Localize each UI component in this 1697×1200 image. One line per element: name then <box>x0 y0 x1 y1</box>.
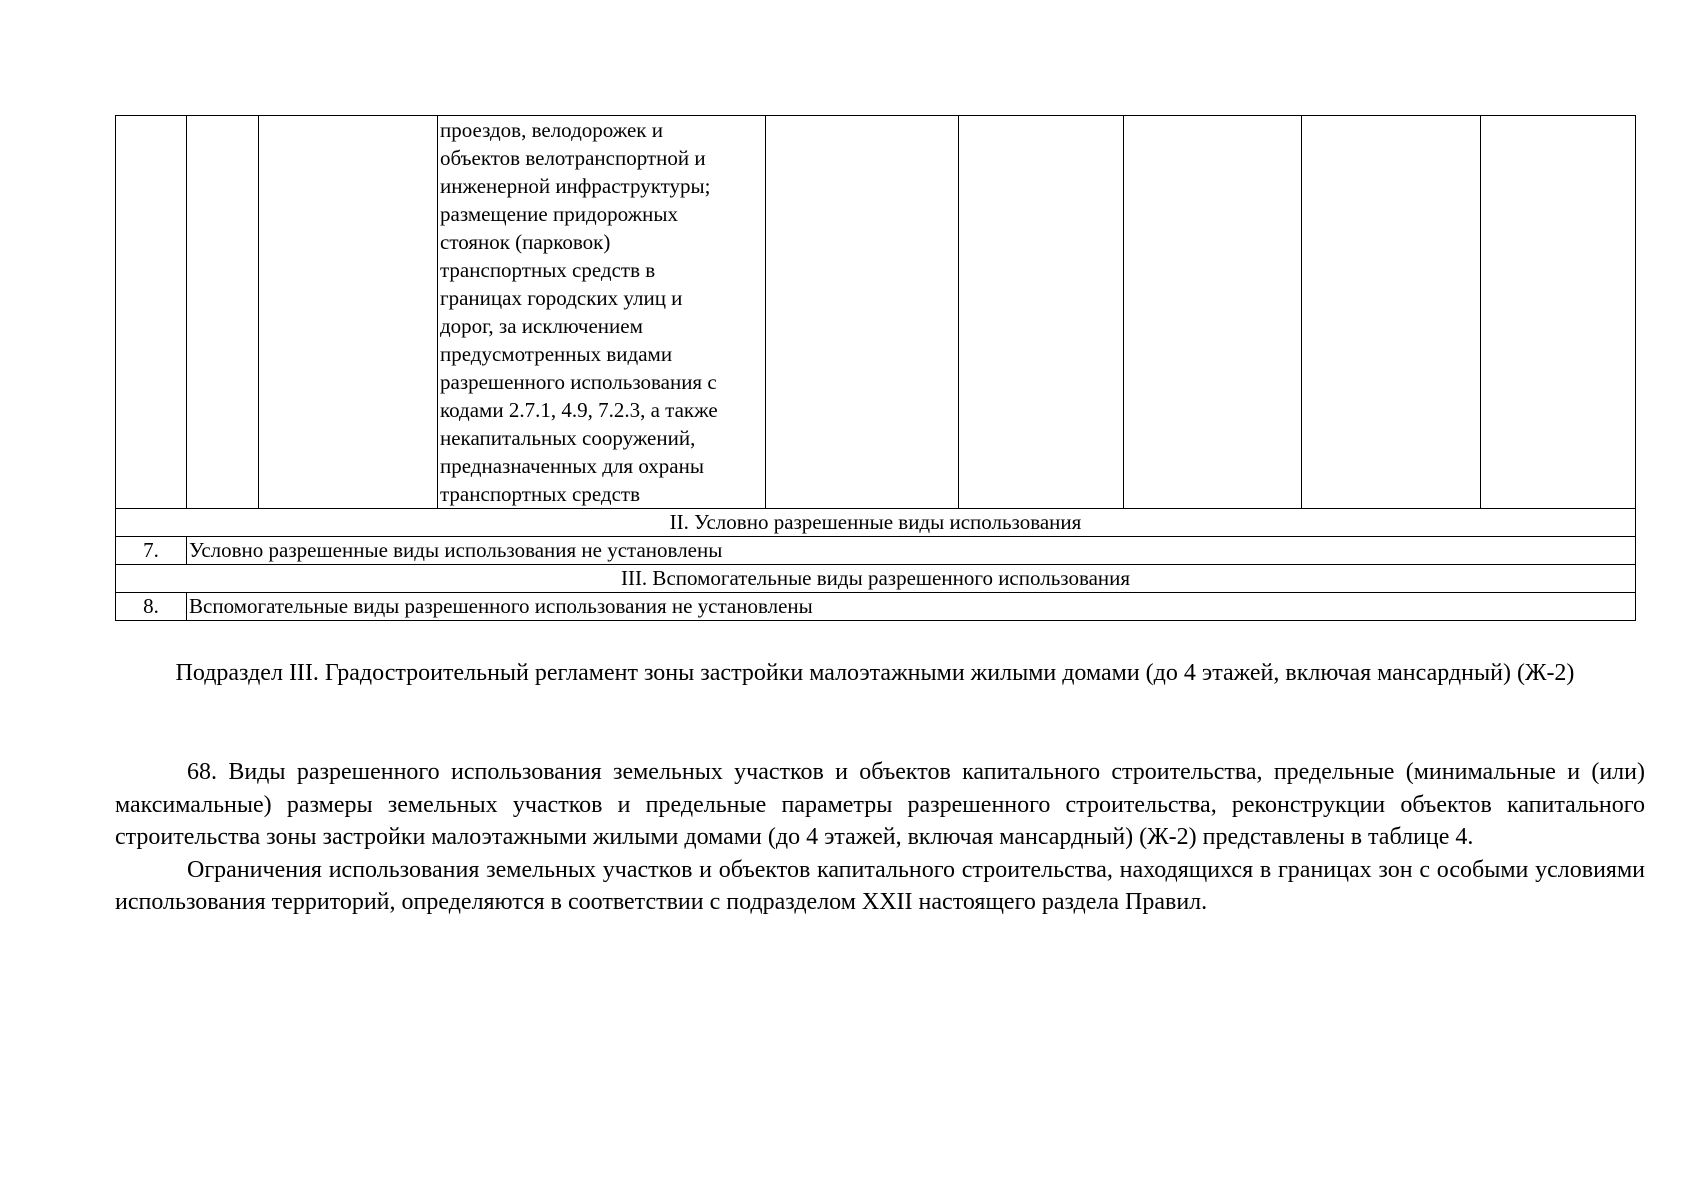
table-row <box>116 537 1636 565</box>
paragraph: 68. Виды разрешенного использования земельных участков и объектов капитального строительства, предельные (минимальные и (или) максимальные) размеры земельных участков и предельные параметры разрешенного строительства, реконструкции объектов капитального строительства зоны застройки малоэтажными жилыми домами (до 4 этажей, включая мансардный) (Ж-2) представлены в таблице 4. <box>115 759 1645 850</box>
description-line: некапитальных сооружений, <box>440 426 696 450</box>
description-line: предназначенных для охраны <box>440 454 704 478</box>
table-cell-empty <box>959 116 1124 509</box>
description-line: объектов велотранспортной и <box>440 146 706 170</box>
description-line: разрешенного использования с <box>440 370 717 394</box>
description-line: транспортных средств в <box>440 258 656 282</box>
section-heading-conditional-uses: II. Условно разрешенные виды использования <box>116 509 1636 537</box>
table-cell-empty <box>1302 116 1481 509</box>
table-cell-empty <box>1481 116 1636 509</box>
paragraph: Ограничения использования земельных участков и объектов капитального строительства, находящихся в границах зон с особыми условиями использования территорий, определяются в соответствии с подразделом XXII настоящего раздела Правил. <box>115 856 1645 915</box>
description-line: стоянок (парковок) <box>440 230 611 254</box>
table-row <box>116 593 1636 621</box>
land-use-table <box>115 115 1636 621</box>
row-number: 7. <box>116 537 187 565</box>
description-line: транспортных средств <box>440 482 641 506</box>
table-row <box>116 116 1636 509</box>
section-heading-auxiliary-uses: III. Вспомогательные виды разрешенного использования <box>116 565 1636 593</box>
description-line: дорог, за исключением <box>440 314 643 338</box>
table-cell-empty <box>116 116 187 509</box>
table-row <box>116 509 1636 537</box>
use-description-cell <box>438 116 766 509</box>
description-line: предусмотренных видами <box>440 342 673 366</box>
description-line: размещение придорожных <box>440 202 678 226</box>
subsection-title: Подраздел III. Градостроительный регламент зоны застройки малоэтажными жилыми домами (до 4 этажей, включая мансардный) (Ж-2) <box>175 660 1575 686</box>
table-cell-empty <box>259 116 438 509</box>
description-line: инженерной инфраструктуры; <box>440 174 711 198</box>
body-text <box>115 756 1645 919</box>
row-text: Вспомогательные виды разрешенного использования не установлены <box>187 593 1636 621</box>
row-number: 8. <box>116 593 187 621</box>
row-text: Условно разрешенные виды использования не установлены <box>187 537 1636 565</box>
table-cell-empty <box>1124 116 1302 509</box>
table-cell-empty <box>766 116 959 509</box>
table-row <box>116 565 1636 593</box>
description-line: границах городских улиц и <box>440 286 683 310</box>
description-line: проездов, велодорожек и <box>440 118 663 142</box>
description-line: кодами 2.7.1, 4.9, 7.2.3, а также <box>440 398 718 422</box>
table-cell-empty <box>187 116 259 509</box>
